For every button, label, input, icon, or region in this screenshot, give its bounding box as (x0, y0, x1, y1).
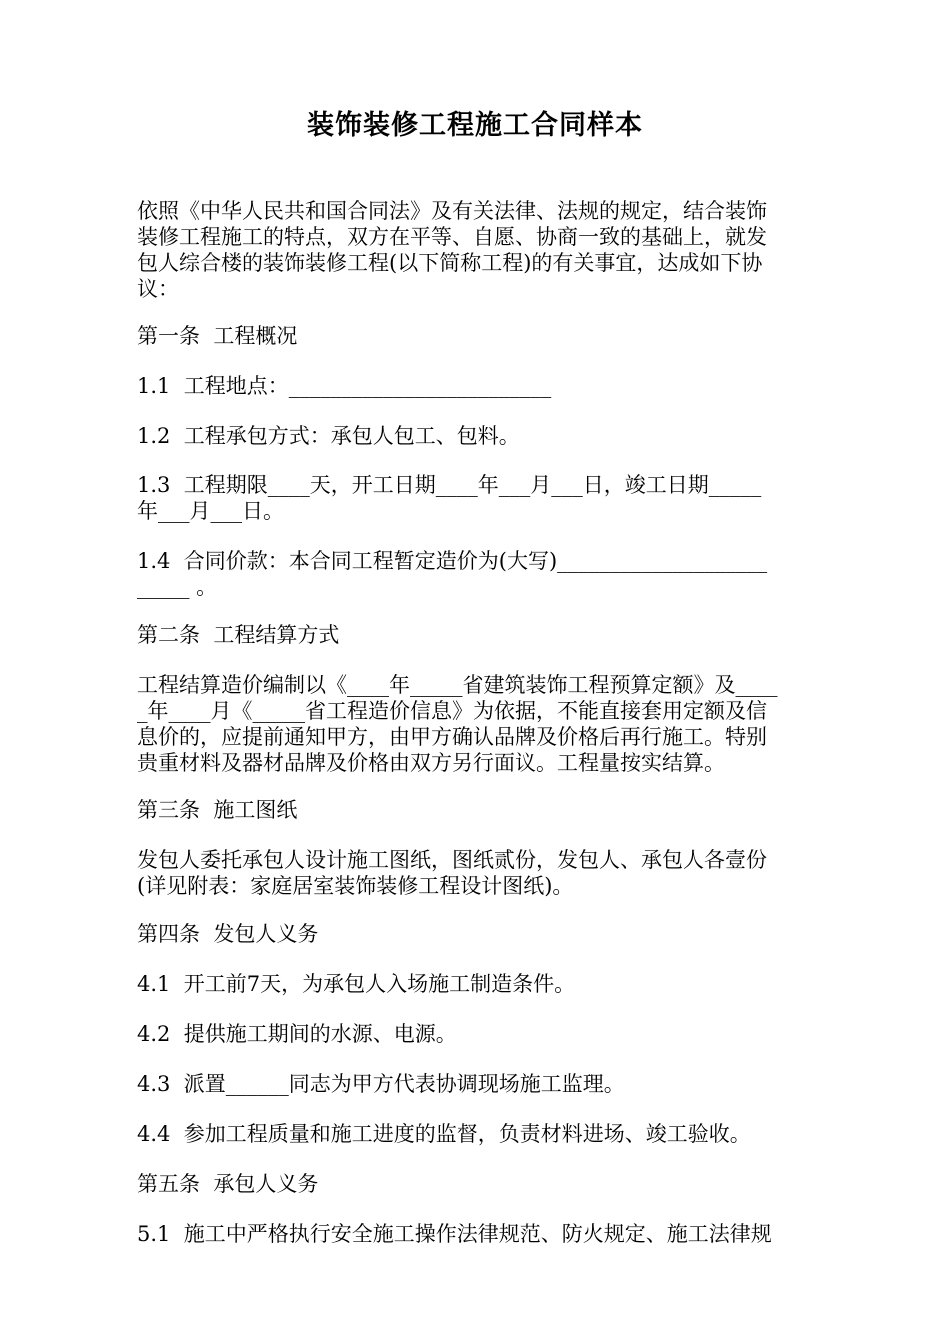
document-title: 装饰装修工程施工合同样本 (307, 110, 643, 141)
article-2-heading: 第二条 工程结算方式 (137, 623, 340, 647)
clause-1-1: 1.1 工程地点：_________________________ (137, 374, 552, 398)
drawings-paragraph: 发包人委托承包人设计施工图纸，图纸贰份，发包人、承包人各壹份 (详见附表：家庭居室装饰装修工程设计图纸)。 (137, 848, 767, 898)
intro-paragraph: 依照《中华人民共和国合同法》及有关法律、法规的规定，结合装饰 装修工程施工的特点，双方在平等、自愿、协商一致的基础上，就发 包人综合楼的装饰装修工程(以下简称工程)的有关事宜，达成如下协 议： (137, 199, 767, 301)
clause-1-4: 1.4 合同价款：本合同工程暂定造价为(大写)____________________ _____ 。 (137, 549, 768, 599)
article-5-heading: 第五条 承包人义务 (137, 1172, 319, 1196)
article-1-heading: 第一条 工程概况 (137, 324, 298, 348)
clause-4-1: 4.1 开工前7天，为承包人入场施工制造条件。 (137, 972, 576, 996)
clause-1-3: 1.3 工程期限____天，开工日期____年___月___日，竣工日期_____ 年___月___日。 (137, 473, 762, 523)
article-3-heading: 第三条 施工图纸 (137, 798, 298, 822)
clause-4-2: 4.2 提供施工期间的水源、电源。 (137, 1022, 457, 1046)
clause-1-2: 1.2 工程承包方式：承包人包工、包料。 (137, 424, 520, 448)
settlement-paragraph: 工程结算造价编制以《____年_____省建筑装饰工程预算定额》及____ _年____月《_____省工程造价信息》为依据，不能直接套用定额及信 息价的，应提前通知甲方，由甲方确认品牌及价格后再行施工。特别 贵重材料及器材品牌及价格由双方另行面议。工程量按实结算。 (137, 673, 778, 775)
clause-4-3: 4.3 派置______同志为甲方代表协调现场施工监理。 (137, 1072, 625, 1096)
clause-4-4: 4.4 参加工程质量和施工进度的监督，负责材料进场、竣工验收。 (137, 1122, 751, 1146)
article-4-heading: 第四条 发包人义务 (137, 922, 319, 946)
clause-5-1: 5.1 施工中严格执行安全施工操作法律规范、防火规定、施工法律规 (137, 1222, 772, 1246)
